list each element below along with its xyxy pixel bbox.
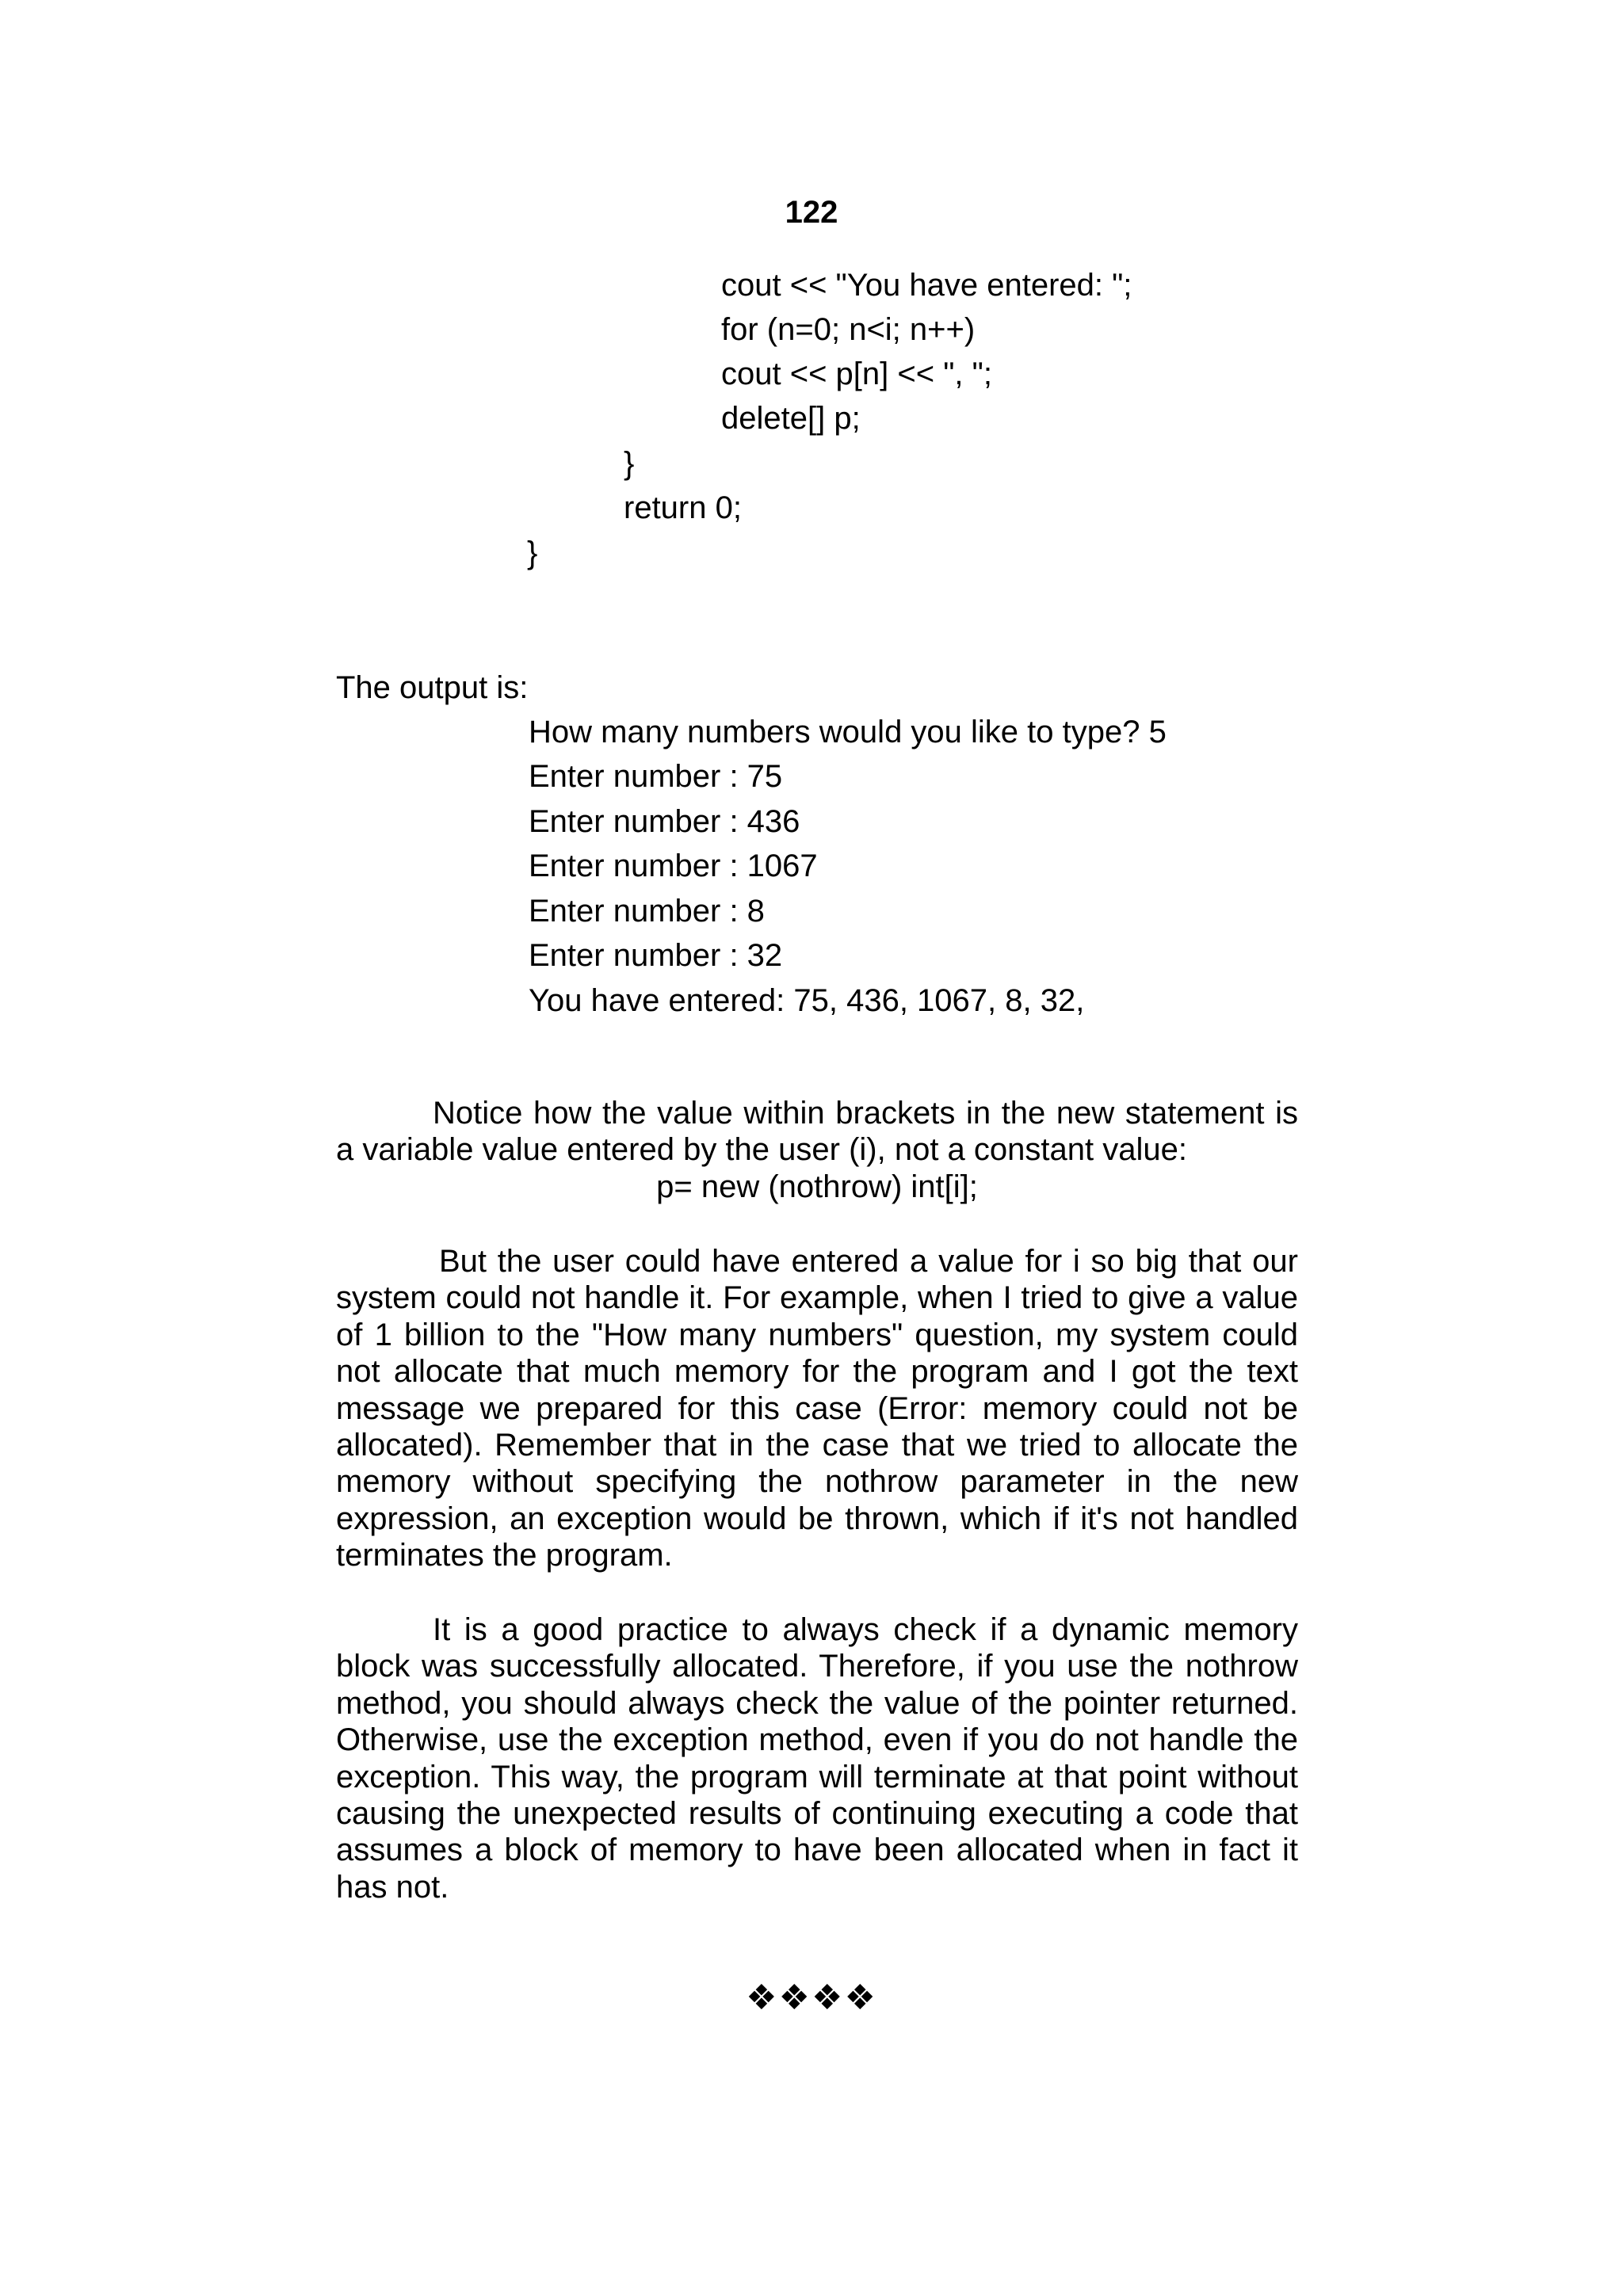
paragraph bbox=[336, 1243, 1298, 1574]
ornament: ❖❖❖❖ bbox=[746, 1978, 877, 2017]
paragraph-text: It is a good practice to always check if a dynamic memory block was successfully allocated. Therefore, if you use the nothrow method, you should always check the value of the pointer returned. Otherwise, use the exception method, even if you do not handle the exception. This way, the program will terminate at that point without causing the unexpected results of continuing executing a code that assumes a block of memory to have been allocated when in fact it has not. bbox=[336, 1612, 1298, 1905]
code-line: cout << "You have entered: "; bbox=[721, 268, 1132, 303]
code-line: for (n=0; n<i; n++) bbox=[721, 312, 976, 347]
code-line: } bbox=[527, 536, 538, 570]
code-line: } bbox=[624, 446, 635, 481]
inline-code: p= new (nothrow) int[i]; bbox=[656, 1169, 978, 1204]
paragraph bbox=[336, 1095, 1298, 1169]
output-line: You have entered: 75, 436, 1067, 8, 32, bbox=[529, 983, 1085, 1018]
output-label: The output is: bbox=[336, 670, 529, 705]
code-line: cout << p[n] << ", "; bbox=[721, 357, 992, 391]
page-number: 122 bbox=[785, 195, 838, 230]
paragraph-text: Notice how the value within brackets in the new statement is a variable value entered by the user (i), not a constant value: bbox=[336, 1096, 1298, 1168]
output-line: Enter number : 436 bbox=[529, 804, 800, 839]
code-line: delete[] p; bbox=[721, 401, 861, 436]
code-line: return 0; bbox=[624, 490, 742, 525]
output-line: Enter number : 75 bbox=[529, 759, 783, 794]
output-line: Enter number : 8 bbox=[529, 894, 765, 929]
output-line: How many numbers would you like to type? 5 bbox=[529, 715, 1167, 749]
paragraph bbox=[336, 1611, 1298, 1905]
output-line: Enter number : 32 bbox=[529, 938, 783, 973]
paragraph-text: But the user could have entered a value for i so big that our system could not handle it. For example, when I tried to give a value of 1 billion to the "How many numbers" question, my system could not allocate that much memory for the program and I got the text message we prepared for this case (Error: memory could not be allocated). Remember that in the case that we tried to allocate the memory without specifying the nothrow parameter in the new expression, an exception would be thrown, which if it's not handled terminates the program. bbox=[336, 1244, 1298, 1573]
output-line: Enter number : 1067 bbox=[529, 849, 818, 883]
